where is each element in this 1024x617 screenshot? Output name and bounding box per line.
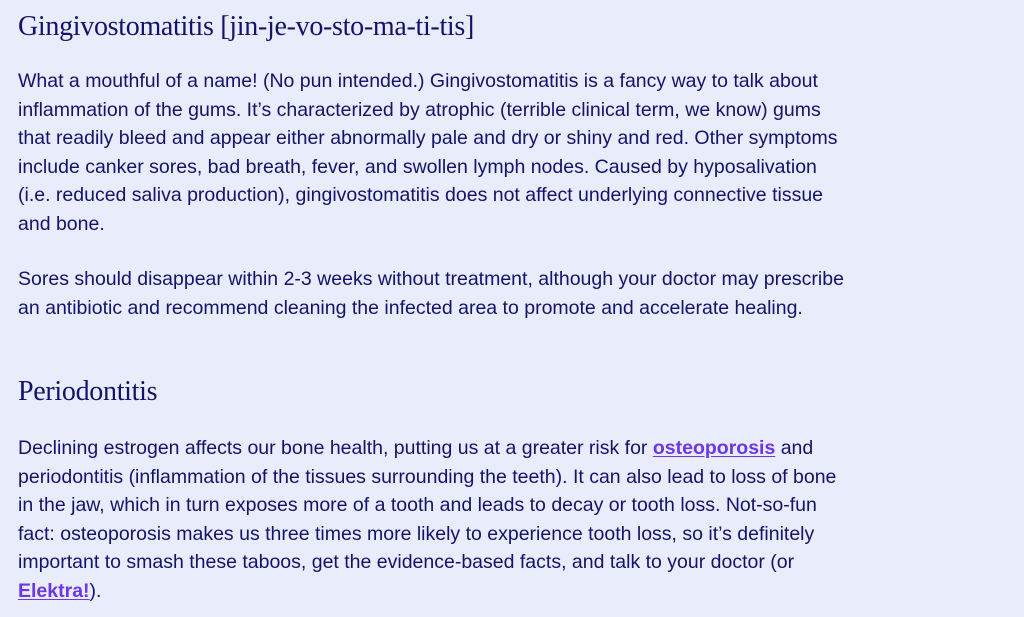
section-heading-periodontitis: Periodontitis	[18, 376, 158, 407]
paragraph-text: Declining estrogen affects our bone health, putting us at a greater risk for	[18, 437, 653, 459]
paragraph-gingivostomatitis-treatment: Sores should disappear within 2-3 weeks without treatment, although your doctor may prescribe an antibiotic and recommend cleaning the infected area to promote and accelerate healing.	[18, 268, 844, 319]
paragraph-text: and periodontitis (inflammation of the tissues surrounding the teeth). It can also lead to loss of bone in the jaw, which in turn exposes more of a tooth and leads to decay or tooth loss. Not-so-fun fact: osteoporosis makes us three times more likely to experience tooth loss, so it’s definitely important to smash these taboos, get the evidence-based facts, and talk to your doctor (or	[18, 437, 837, 574]
elektra-link[interactable]: Elektra!	[18, 579, 90, 602]
osteoporosis-link[interactable]: osteoporosis	[652, 437, 776, 459]
paragraph-periodontitis	[18, 434, 848, 606]
paragraph-gingivostomatitis-description: What a mouthful of a name! (No pun intended.) Gingivostomatitis is a fancy way to talk about inflammation of the gums. It’s characterized by atrophic (terrible clinical term, we know) gums that readily bleed and appear either abnormally pale and dry or shiny and red. Other symptoms include canker sores, bad breath, fever, and swollen lymph nodes. Caused by hyposalivation (i.e. reduced saliva production), gingivostomatitis does not affect underlying connective tissue and bone.	[18, 70, 838, 235]
paragraph-text: ).	[89, 579, 102, 602]
section-heading-gingivostomatitis: Gingivostomatitis [jin-je-vo-sto-ma-ti-tis]	[18, 11, 475, 42]
